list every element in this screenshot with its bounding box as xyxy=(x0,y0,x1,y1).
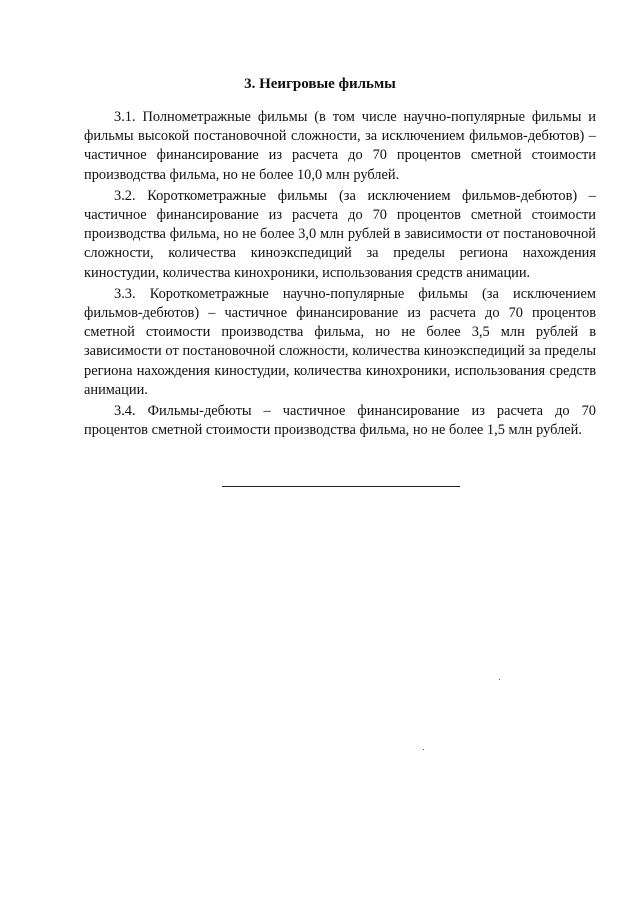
paragraph-3-4: 3.4. Фильмы-дебюты – частичное финансирование из расчета до 70 процентов сметной стоимости производства фильма, но не более 1,5 млн рублей. xyxy=(84,403,596,439)
end-divider-line xyxy=(222,486,460,487)
scan-speck xyxy=(499,679,500,680)
paragraph-3-1: 3.1. Полнометражные фильмы (в том числе научно-популярные фильмы и фильмы высокой постановочной сложности, за исключением фильмов-дебютов) – частичное финансирование из расчета до 70 процентов сметной стоимости производства фильма, но не более 10,0 млн рублей. xyxy=(84,109,596,183)
section-title: 3. Неигровые фильмы xyxy=(244,76,396,92)
paragraph-3-3: 3.3. Короткометражные научно-популярные фильмы (за исключением фильмов-дебютов) – частичное финансирование из расчета до 70 процентов сметной стоимости производства фильма, но не более 3,5 млн рублей в зависимости от постановочной сложности, количества киноэкспедиций за пределы региона нахождения киностудии, количества кинохроники, использования средств анимации. xyxy=(84,285,596,398)
document-body xyxy=(84,108,596,442)
scan-speck xyxy=(423,749,424,750)
paragraph-3-2: 3.2. Короткометражные фильмы (за исключением фильмов-дебютов) – частичное финансирование из расчета до 70 процентов сметной стоимости производства фильма, но не более 3,0 млн рублей в зависимости от постановочной сложности, количества киноэкспедиций за пределы региона нахождения киностудии, количества кинохроники, использования средств анимации. xyxy=(84,187,596,281)
